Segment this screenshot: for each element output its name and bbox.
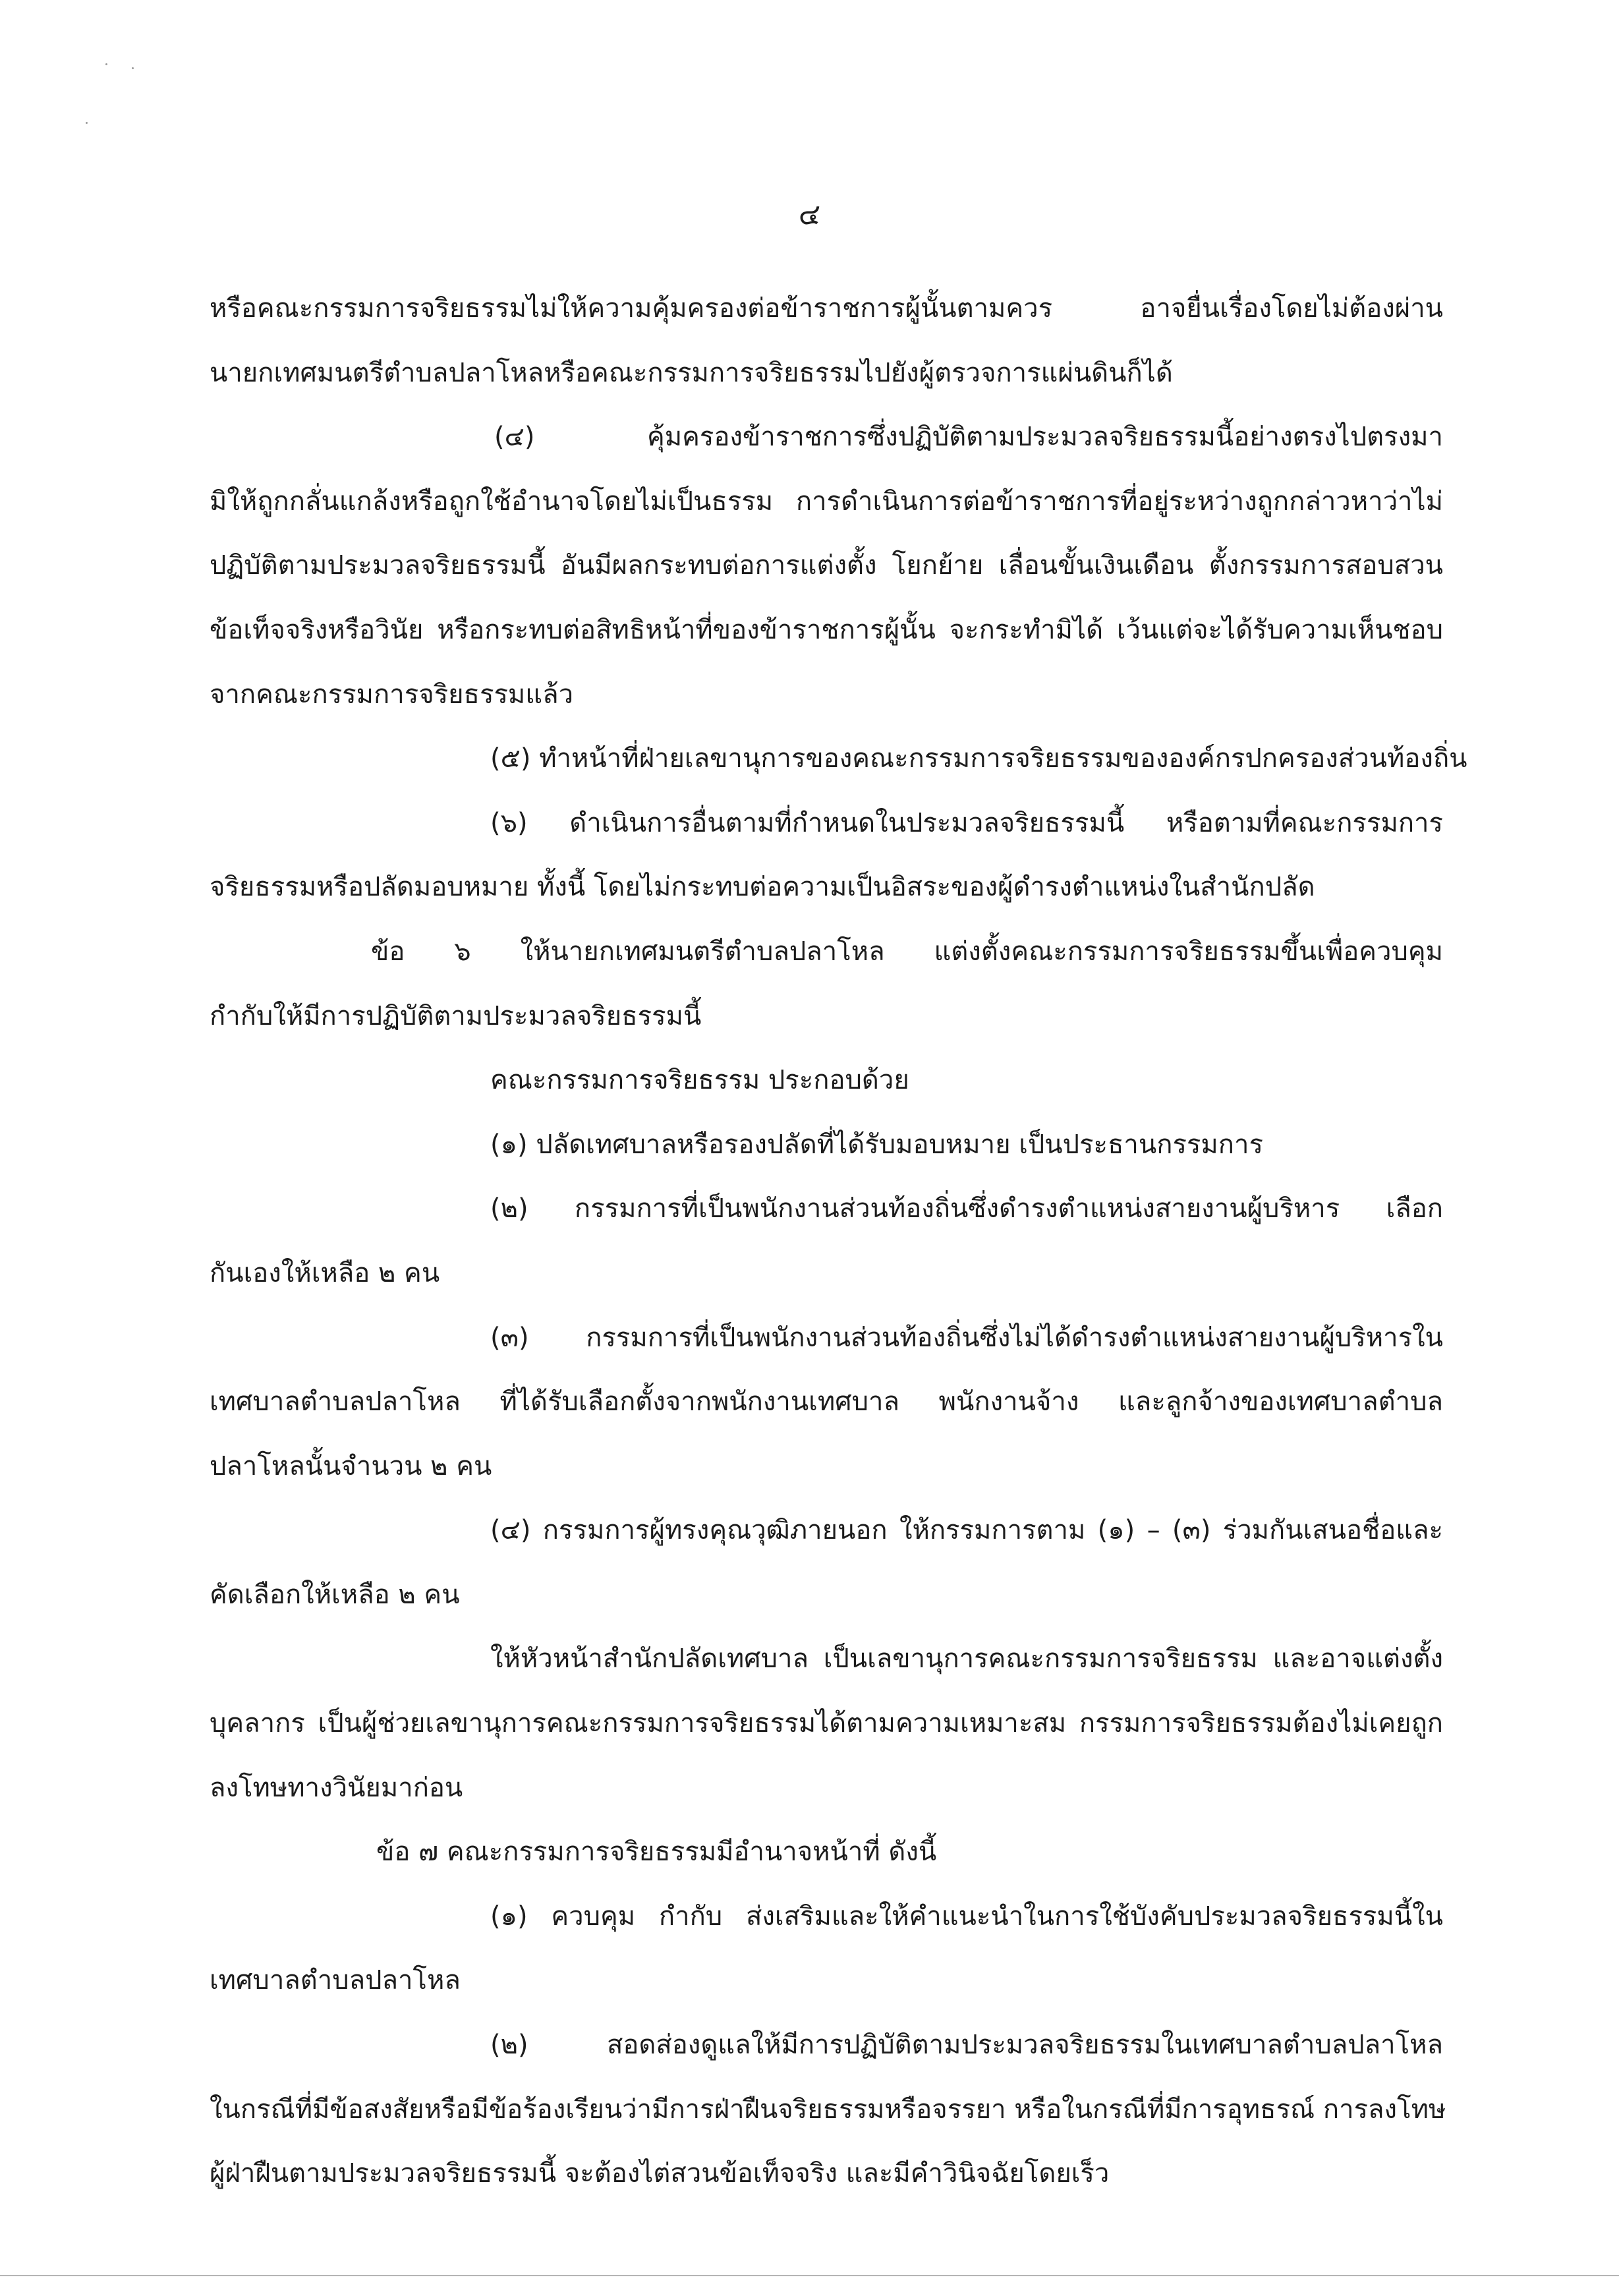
text-line: ให้หัวหน้าสำนักปลัดเทศบาล เป็นเลขานุการคณะกรรมการจริยธรรม และอาจแต่งตั้ง — [490, 1644, 1443, 1675]
scan-edge-line — [0, 2275, 1619, 2276]
text-line: หรือคณะกรรมการจริยธรรมไม่ให้ความคุ้มครองต่อข้าราชการผู้นั้นตามควร อาจยื่นเรื่องโดยไม่ต้องผ่าน — [210, 293, 1443, 324]
text-line: จากคณะกรรมการจริยธรรมแล้ว — [210, 679, 574, 710]
text-line: (๔) คุ้มครองข้าราชการซึ่งปฏิบัติตามประมวลจริยธรรมนี้อย่างตรงไปตรงมา — [494, 422, 1443, 453]
page-number: ๔ — [798, 198, 821, 231]
scan-speck — [86, 122, 88, 124]
text-line: คัดเลือกให้เหลือ ๒ คน — [210, 1579, 460, 1610]
scan-speck — [105, 63, 107, 65]
text-line: ลงโทษทางวินัยมาก่อน — [210, 1772, 463, 1803]
text-line: ข้อเท็จจริงหรือวินัย หรือกระทบต่อสิทธิหน้าที่ของข้าราชการผู้นั้น จะกระทำมิได้ เว้นแต่จะได้รับความเห็นชอบ — [210, 614, 1443, 645]
text-line: กำกับให้มีการปฏิบัติตามประมวลจริยธรรมนี้ — [210, 1000, 702, 1031]
scan-speck — [132, 67, 134, 69]
text-line: กันเองให้เหลือ ๒ คน — [210, 1257, 440, 1288]
text-line: (๔) กรรมการผู้ทรงคุณวุฒิภายนอก ให้กรรมการตาม (๑) – (๓) ร่วมกันเสนอชื่อและ — [490, 1515, 1443, 1546]
text-line: (๒) สอดส่องดูแลให้มีการปฏิบัติตามประมวลจริยธรรมในเทศบาลตำบลปลาโหล — [490, 2030, 1443, 2061]
document-body — [210, 277, 1467, 2206]
text-line: (๒) กรรมการที่เป็นพนักงานส่วนท้องถิ่นซึ่งดำรงตำแหน่งสายงานผู้บริหาร เลือก — [490, 1193, 1443, 1224]
text-line: (๓) กรรมการที่เป็นพนักงานส่วนท้องถิ่นซึ่งไม่ได้ดำรงตำแหน่งสายงานผู้บริหารใน — [490, 1322, 1443, 1353]
text-line: ปลาโหลนั้นจำนวน ๒ คน — [210, 1450, 492, 1481]
text-line: ข้อ ๗ คณะกรรมการจริยธรรมมีอำนาจหน้าที่ ดังนี้ — [376, 1837, 937, 1868]
text-line: (๑) ควบคุม กำกับ ส่งเสริมและให้คำแนะนำในการใช้บังคับประมวลจริยธรรมนี้ใน — [490, 1901, 1443, 1932]
text-line: บุคลากร เป็นผู้ช่วยเลขานุการคณะกรรมการจริยธรรมได้ตามความเหมาะสม กรรมการจริยธรรมต้องไม่เคยถูก — [210, 1708, 1443, 1739]
text-line: เทศบาลตำบลปลาโหล — [210, 1965, 461, 1996]
text-line: (๖) ดำเนินการอื่นตามที่กำหนดในประมวลจริยธรรมนี้ หรือตามที่คณะกรรมการ — [490, 807, 1443, 838]
text-line: ข้อ ๖ ให้นายกเทศมนตรีตำบลปลาโหล แต่งตั้งคณะกรรมการจริยธรรมขึ้นเพื่อควบคุม — [371, 936, 1443, 967]
text-line: มิให้ถูกกลั่นแกล้งหรือถูกใช้อำนาจโดยไม่เป็นธรรม การดำเนินการต่อข้าราชการที่อยู่ระหว่างถูกกล่าวหาว่าไม่ — [210, 486, 1443, 517]
text-line: เทศบาลตำบลปลาโหล ที่ได้รับเลือกตั้งจากพนักงานเทศบาล พนักงานจ้าง และลูกจ้างของเทศบาลตำบล — [210, 1387, 1443, 1418]
text-line: ผู้ฝ่าฝืนตามประมวลจริยธรรมนี้ จะต้องไต่สวนข้อเท็จจริง และมีคำวินิจฉัยโดยเร็ว — [210, 2158, 1110, 2189]
text-line: ปฏิบัติตามประมวลจริยธรรมนี้ อันมีผลกระทบต่อการแต่งตั้ง โยกย้าย เลื่อนขั้นเงินเดือน ตั้งกรรมการสอบสวน — [210, 550, 1443, 581]
text-line: นายกเทศมนตรีตำบลปลาโหลหรือคณะกรรมการจริยธรรมไปยังผู้ตรวจการแผ่นดินก็ได้ — [210, 357, 1173, 388]
text-line: (๕) ทำหน้าที่ฝ่ายเลขานุการของคณะกรรมการจริยธรรมขององค์กรปกครองส่วนท้องถิ่น — [490, 743, 1467, 774]
text-line: ในกรณีที่มีข้อสงสัยหรือมีข้อร้องเรียนว่ามีการฝ่าฝืนจริยธรรมหรือจรรยา หรือในกรณีที่มีการอุทธรณ์ การลงโทษ — [210, 2094, 1446, 2125]
text-line: (๑) ปลัดเทศบาลหรือรองปลัดที่ได้รับมอบหมาย เป็นประธานกรรมการ — [490, 1129, 1263, 1160]
text-line: จริยธรรมหรือปลัดมอบหมาย ทั้งนี้ โดยไม่กระทบต่อความเป็นอิสระของผู้ดำรงตำแหน่งในสำนักปลัด — [210, 872, 1315, 903]
text-line: คณะกรรมการจริยธรรม ประกอบด้วย — [490, 1065, 909, 1096]
